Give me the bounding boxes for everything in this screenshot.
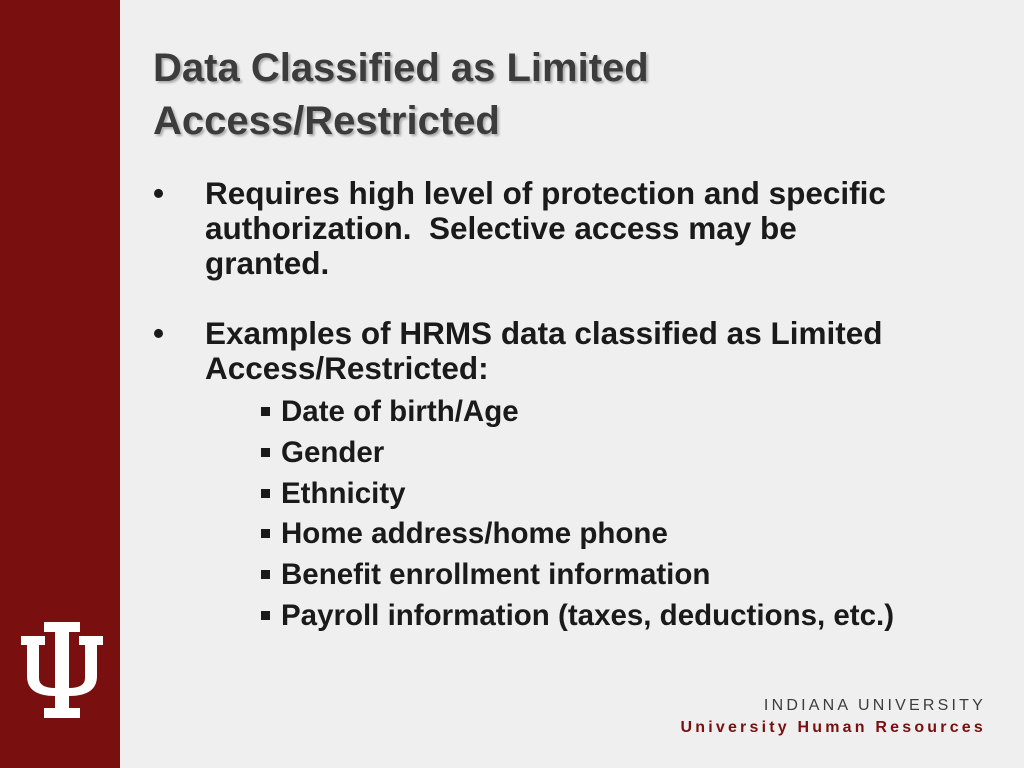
- iu-trident-logo-icon: [18, 618, 106, 728]
- sub-bullet-text: Payroll information (taxes, deductions, etc.): [281, 598, 895, 632]
- sub-bullet-text: Benefit enrollment information: [281, 558, 711, 592]
- footer-unit-name: University Human Resources: [680, 719, 986, 736]
- bullet-marker: •: [153, 175, 165, 211]
- sub-bullet-item: [259, 433, 1003, 474]
- bullet-list: [153, 176, 1003, 637]
- sub-bullet-text: Ethnicity: [281, 476, 406, 510]
- sub-bullet-item: [259, 474, 1003, 515]
- bullet-text-line: authorization. Selective access may be: [205, 210, 797, 246]
- square-bullet-icon: [261, 407, 270, 416]
- brand-sidebar: [0, 0, 120, 768]
- bullet-text-line: granted.: [205, 245, 330, 281]
- bullet-text-line: Requires high level of protection and specific: [205, 175, 886, 211]
- bullet-item: [153, 316, 1003, 637]
- square-bullet-icon: [261, 529, 270, 538]
- square-bullet-icon: [261, 611, 270, 620]
- sub-bullet-item: [259, 514, 1003, 555]
- slide-title-line: Data Classified as Limited: [153, 46, 649, 90]
- sub-bullet-list: [205, 392, 1003, 637]
- bullet-text-line: Examples of HRMS data classified as Limited: [205, 315, 883, 351]
- square-bullet-icon: [261, 448, 270, 457]
- sub-bullet-item: [259, 555, 1003, 596]
- bullet-marker: •: [153, 315, 165, 351]
- slide-title-line: Access/Restricted: [153, 99, 500, 143]
- sub-bullet-text: Gender: [281, 435, 385, 469]
- sub-bullet-item: [259, 596, 1003, 637]
- sub-bullet-text: Date of birth/Age: [281, 395, 519, 428]
- square-bullet-icon: [261, 570, 270, 579]
- slide-title: [153, 42, 953, 148]
- bullet-item: [153, 176, 1003, 281]
- sub-bullet-item: [259, 392, 1003, 433]
- sub-bullet-text: Home address/home phone: [281, 517, 668, 551]
- bullet-text-line: Access/Restricted:: [205, 350, 489, 386]
- square-bullet-icon: [261, 489, 270, 498]
- footer-organization: INDIANA UNIVERSITY: [763, 697, 986, 714]
